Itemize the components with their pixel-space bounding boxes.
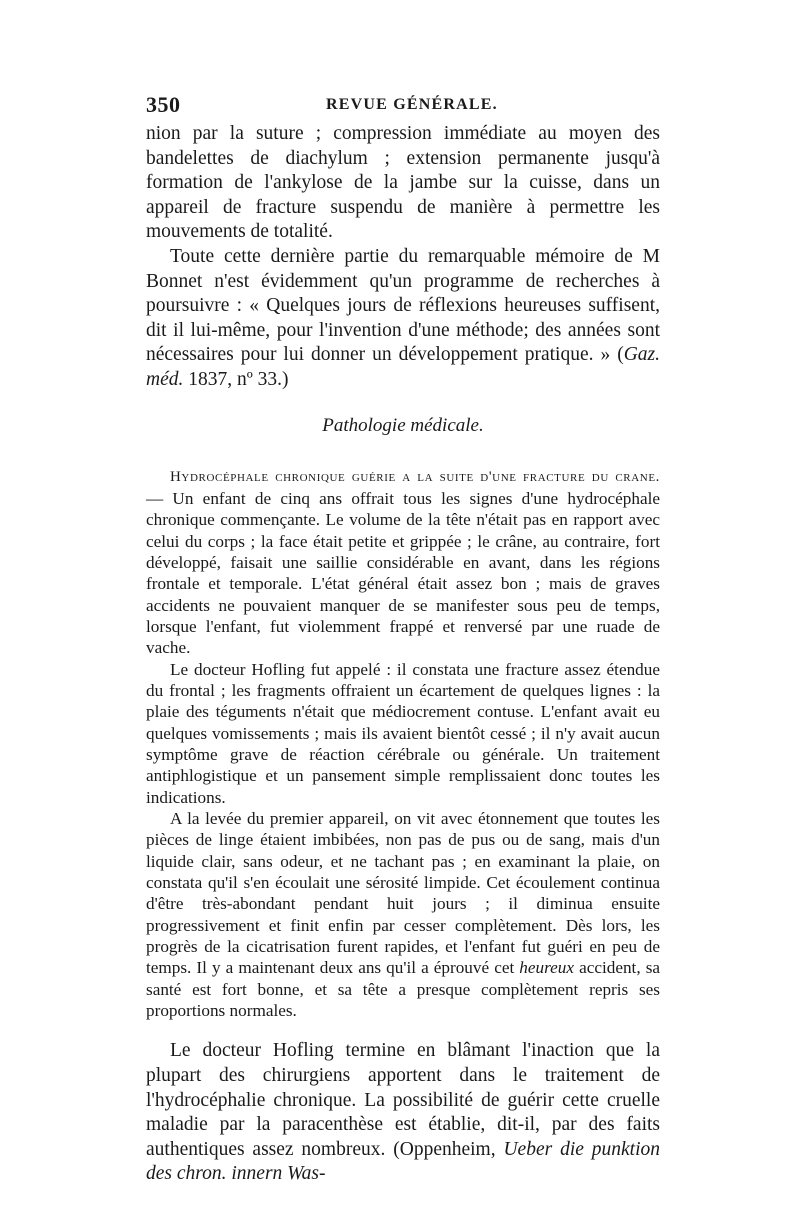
article-paragraph-3-tail: accident, sa santé est fort bonne, et sa tête a presque complètement repris ses proportions normales. xyxy=(146,958,661,1021)
bonnet-paragraph-text: Toute cette dernière partie du remarquable mémoire de M Bonnet n'est évidemment qu'un programme de recherches à poursuivre : « Quelques jours de réflexions heureuses suffisent, dit il lui-même, pour l'invention d'une méthode; des années sont nécessaires pour lui donner un développement pratique. » ( xyxy=(146,245,660,366)
article-paragraph-2: Le docteur Hofling fut appelé : il constata une fracture assez étendue du frontal ; les fragments offraient un écartement de quelques lignes : la plaie des téguments n'était que médiocrement contuse. L'enfant avait eu quelques vomissements ; mais ils avaient bientôt cessé ; il n'y avait aucun symptôme grave de réaction cérébrale ou générale. Un traitement antiphlogistique et un pansement simple remplissaient donc toutes les indications. xyxy=(146,659,660,807)
continuation-paragraph: nion par la suture ; compression immédiate au moyen des bandelettes de diachylum ; extension permanente jusqu'à formation de l'ankylose de la jambe sur la cuisse, dans un appareil de fracture suspendu de manière à permettre les mouvements de totalité. xyxy=(146,123,660,243)
page-number: 350 xyxy=(146,92,181,117)
running-head: REVUE GÉNÉRALE. xyxy=(326,96,498,113)
article-paragraph-3 xyxy=(146,808,660,1021)
italic-word: heureux xyxy=(519,958,575,978)
article xyxy=(146,465,660,1022)
closing-paragraph xyxy=(146,1039,660,1187)
bonnet-paragraph xyxy=(146,245,660,393)
closing-text xyxy=(146,1039,660,1187)
journal-citation: Gaz. méd. xyxy=(146,344,660,390)
closing-paragraph-text: Le docteur Hofling termine en blâmant l'inaction que la plupart des chirurgiens apportent dans le traitement de l'hydrocéphalie chronique. La possibilité de guérir cette cruelle maladie par la paracenthèse est établie, dit-il, par des faits authentiques assez nombreux. (Oppenheim, xyxy=(146,1040,660,1160)
page-header xyxy=(146,92,660,122)
main-text xyxy=(146,122,660,393)
article-paragraph-3-text: A la levée du premier appareil, on vit avec étonnement que toutes les pièces de linge étaient imbibées, non pas de pus ou de sang, mais d'un liquide clair, sans odeur, et ne tachant pas ; en examinant la plaie, on constata qu'il s'en écoulait une sérosité limpide. Cet écoulement continua d'être très-abondant pendant huit jours ; il diminua ensuite progressivement et finit enfin par cesser complètement. Dès lors, les progrès de la cicatrisation furent rapides, et l'enfant fut guéri en peu de temps. Il y a maintenant deux ans qu'il a éprouvé cet xyxy=(146,809,660,978)
article-paragraph-1 xyxy=(146,465,660,659)
section-title: Pathologie médicale. xyxy=(322,414,484,436)
citation-tail: 1837, nº 33.) xyxy=(183,368,289,390)
closing-citation: Ueber die punktion des chron. innern Was- xyxy=(146,1138,660,1185)
book-page xyxy=(146,92,660,1187)
article-title: Hydrocéphale chronique guérie a la suite d'une fracture du crane. xyxy=(170,468,660,485)
article-paragraph-1-text: — Un enfant de cinq ans offrait tous les signes d'une hydrocéphale chronique commençante. Le volume de la tête n'était pas en rapport avec celui du corps ; la face était petite et grippée ; le crâne, au contraire, fort développé, faisait une saillie considérable en avant, dans les régions frontale et temporale. L'état général était assez bon ; mais de graves accidents ne pouvaient manquer de se manifester sous peu de temps, lorsque l'enfant, fut violemment frappé et renversé par une ruade de vache. xyxy=(146,488,660,658)
